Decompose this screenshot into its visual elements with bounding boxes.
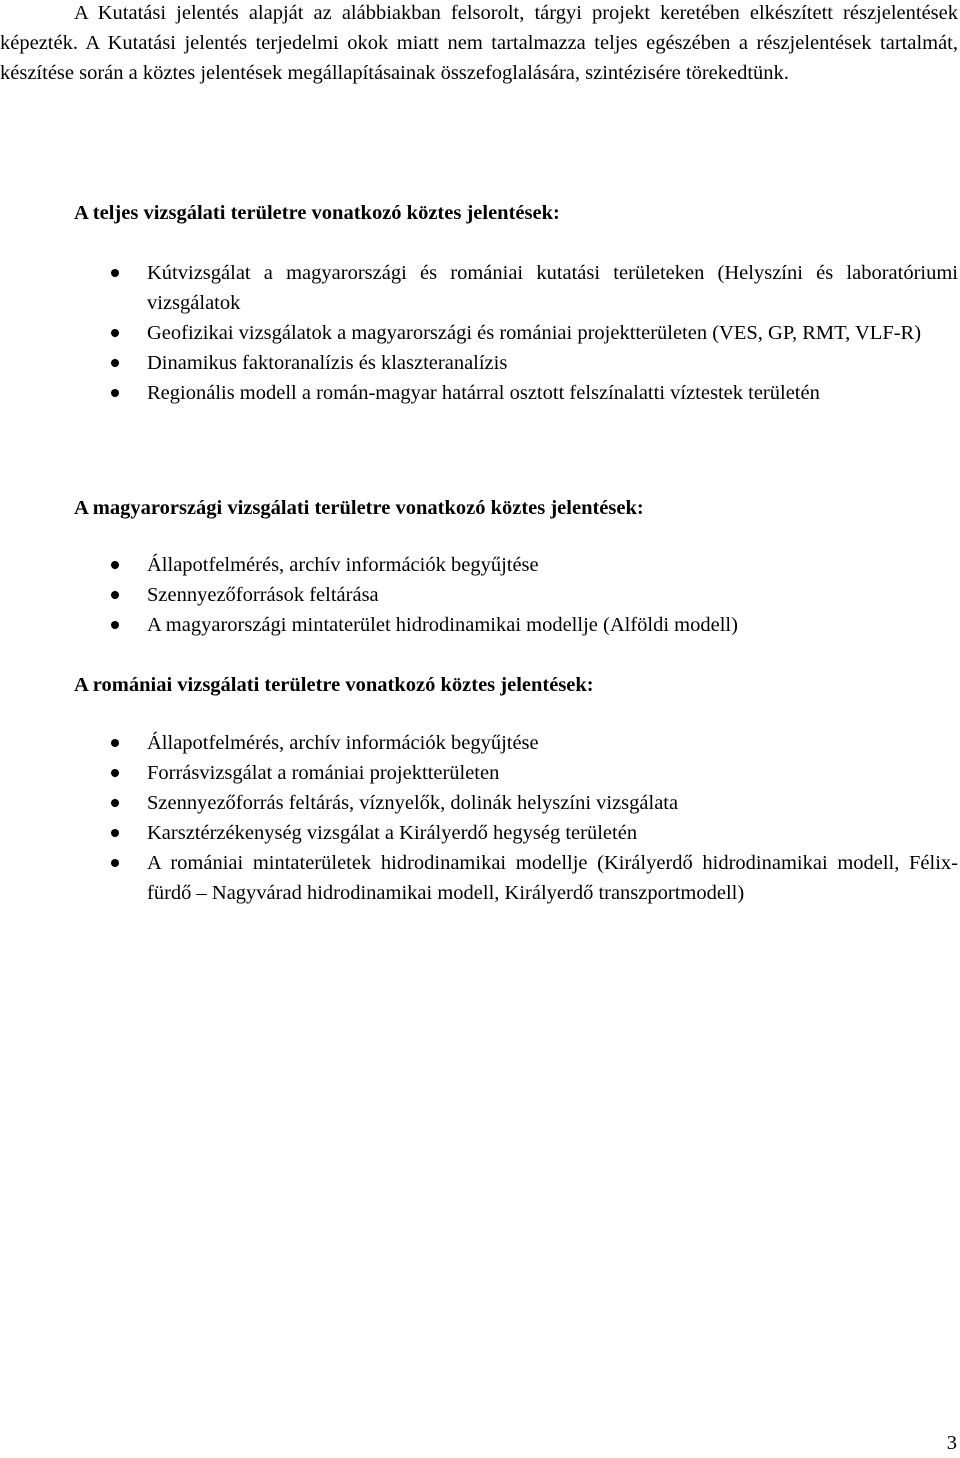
list-item (0, 758, 958, 788)
bullet-icon (111, 329, 119, 337)
bullet-icon (111, 769, 119, 777)
bullet-icon (111, 269, 119, 277)
list-item-text: Kútvizsgálat a magyarországi és romániai kutatási területeken (Helyszíni és laboratóriumi vizsgálatok (147, 262, 958, 314)
section-list-romanian-area (0, 728, 958, 908)
list-item-text: Forrásvizsgálat a romániai projektterületen (147, 762, 500, 784)
list-item-text: Regionális modell a román-magyar határral osztott felszínalatti víztestek területén (147, 382, 820, 404)
list-item (0, 258, 958, 318)
bullet-icon (111, 799, 119, 807)
list-item (0, 610, 958, 640)
list-item-text: Állapotfelmérés, archív információk begyűjtése (147, 554, 539, 576)
list-item-text: A magyarországi mintaterület hidrodinamikai modellje (Alföldi modell) (147, 614, 738, 636)
list-item-text: Szennyezőforrás feltárás, víznyelők, dolinák helyszíni vizsgálata (147, 792, 679, 814)
list-item (0, 550, 958, 580)
bullet-icon (111, 359, 119, 367)
bullet-icon (111, 389, 119, 397)
bullet-icon (111, 561, 119, 569)
list-item (0, 580, 958, 610)
list-item (0, 728, 958, 758)
list-item-text: Szennyezőforrások feltárása (147, 584, 379, 606)
list-item (0, 348, 958, 378)
bullet-icon (111, 739, 119, 747)
bullet-icon (111, 859, 119, 867)
section-list-hungarian-area (0, 550, 958, 640)
list-item (0, 848, 958, 908)
list-item-text: Geofizikai vizsgálatok a magyarországi és romániai projektterületen (VES, GP, RMT, VLF-R) (147, 322, 922, 344)
bullet-icon (111, 621, 119, 629)
page-number: 3 (946, 1432, 957, 1454)
list-item-text: A romániai mintaterületek hidrodinamikai modellje (Királyerdő hidrodinamikai modell, Félix-fürdő – Nagyvárad hidrodinamikai modell, Királyerdő transzportmodell) (147, 852, 958, 904)
list-item-text: Karsztérzékenység vizsgálat a Királyerdő hegység területén (147, 822, 638, 844)
list-item-text: Dinamikus faktoranalízis és klaszteranalízis (147, 352, 508, 374)
list-item-text: Állapotfelmérés, archív információk begyűjtése (147, 732, 539, 754)
list-item (0, 318, 958, 348)
section-list-full-area (0, 258, 958, 408)
section-heading-full-area: A teljes vizsgálati területre vonatkozó köztes jelentések: (74, 202, 560, 224)
list-item (0, 818, 958, 848)
intro-paragraph: A Kutatási jelentés alapját az alábbiakban felsorolt, tárgyi projekt keretében elkészített részjelentések képezték. A Kutatási jelentés terjedelmi okok miatt nem tartalmazza teljes egészében a részjelentések tartalmát, készítése során a köztes jelentések megállapításainak összefoglalására, szintézisére törekedtünk. (0, 2, 958, 84)
list-item (0, 788, 958, 818)
bullet-icon (111, 591, 119, 599)
list-item (0, 378, 958, 408)
bullet-icon (111, 829, 119, 837)
section-heading-hungarian-area: A magyarországi vizsgálati területre vonatkozó köztes jelentések: (74, 497, 644, 519)
section-heading-romanian-area: A romániai vizsgálati területre vonatkozó köztes jelentések: (74, 674, 594, 696)
